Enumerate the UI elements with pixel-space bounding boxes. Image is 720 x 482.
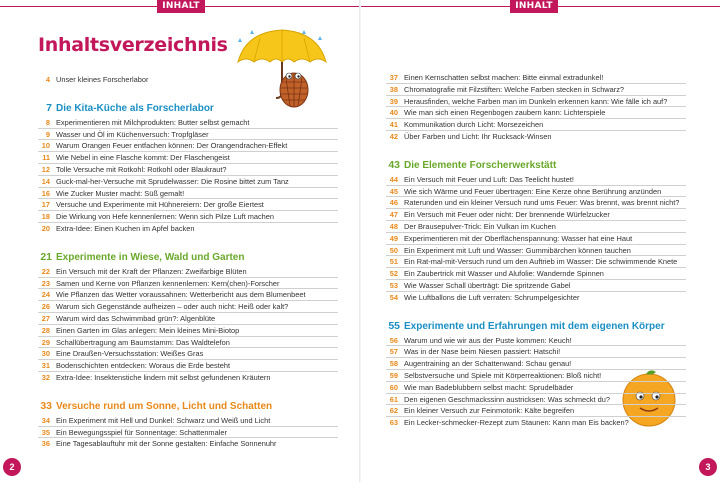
entry-title: Guck-mal-her-Versuche mit Sprudelwasser: Die Rosine bittet zum Tanz <box>56 176 289 186</box>
entry-page-number: 47 <box>389 210 398 220</box>
toc-entry <box>38 415 338 427</box>
entry-title: Warum Orangen Feuer entfachen können: Der Orangendrachen-Effekt <box>56 141 288 151</box>
entry-page-number: 18 <box>41 212 50 222</box>
entry-title: Extra-Idee: Insektenstiche lindern mit selbst gefundenen Kräutern <box>56 372 271 382</box>
entry-title: Ein Lecker-schmecker-Rezept zum Staunen: Kann man Eis backen? <box>404 418 629 428</box>
entry-page-number: 4 <box>45 75 50 84</box>
entry-page-number: 46 <box>389 198 398 208</box>
entry-page-number: 52 <box>389 269 398 279</box>
entry-title: Versuche und Experimente mit Hühnereiern: Der große Eiertest <box>56 200 264 210</box>
entry-page-number: 12 <box>41 164 50 174</box>
toc-entry <box>38 140 338 152</box>
toc-entry <box>38 372 338 384</box>
toc-entry <box>38 313 338 325</box>
toc-entry <box>38 348 338 360</box>
toc-entry <box>38 289 338 301</box>
header-rule-left-a <box>0 6 157 7</box>
entry-title: Extra-Idee: Einen Kuchen im Apfel backen <box>56 223 195 233</box>
entry-title: Ein Experiment mit Luft und Wasser: Gummibärchen können tauchen <box>404 245 631 255</box>
entry-title: Ein kleiner Versuch zur Feinmotorik: Kälte begreifen <box>404 406 575 416</box>
toc-entry <box>38 325 338 337</box>
entry-page-number: 8 <box>45 117 50 127</box>
section-title: Die Elemente Forscherwerkstätt <box>404 159 557 171</box>
entry-page-number: 10 <box>41 141 50 151</box>
entry-page-number: 58 <box>389 359 398 369</box>
toc-entry <box>386 72 686 84</box>
entry-page-number: 51 <box>389 257 398 267</box>
entry-page-number: 42 <box>389 131 398 141</box>
toc-entry <box>386 131 686 143</box>
entry-page-number: 36 <box>41 439 50 449</box>
entry-page-number: 30 <box>41 349 50 359</box>
toc-entry <box>386 335 686 347</box>
entry-title: Der Brausepulver-Trick: Ein Vulkan im Kuchen <box>404 221 556 231</box>
toc-entry <box>38 337 338 349</box>
toc-section-heading <box>386 318 686 335</box>
entry-title: Wasser und Öl im Küchenversuch: Tropfgläser <box>56 129 209 139</box>
section-page-number: 21 <box>40 250 52 263</box>
toc-entry <box>386 197 686 209</box>
entry-title: Kommunikation durch Licht: Morsezeichen <box>404 120 544 130</box>
toc-entry <box>38 152 338 164</box>
entry-title: Wie man Badeblubbern selbst macht: Sprudelbäder <box>404 382 574 392</box>
entry-title: Wie sich Wärme und Feuer übertragen: Eine Kerze ohne Berührung anzünden <box>404 186 662 196</box>
entry-page-number: 32 <box>41 372 50 382</box>
entry-title: Selbstversuche und Spiele mit Körperreaktionen: Bloß nicht! <box>404 370 602 380</box>
toc-left-column <box>38 74 338 450</box>
entry-page-number: 20 <box>41 223 50 233</box>
toc-entry <box>38 266 338 278</box>
entry-page-number: 59 <box>389 370 398 380</box>
toc-entry <box>38 278 338 290</box>
toc-entry <box>386 209 686 221</box>
entry-title: Über Farben und Licht: Ihr Rucksack-Winsen <box>404 131 552 141</box>
entry-title: Ein Bewegungsspiel für Sonnentage: Schattenmaler <box>56 427 227 437</box>
entry-page-number: 41 <box>389 120 398 130</box>
entry-page-number: 63 <box>389 418 398 428</box>
toc-entry <box>386 84 686 96</box>
entry-title: Ein Zaubertrick mit Wasser und Alufolie: Wandernde Spinnen <box>404 269 604 279</box>
page-title: Inhaltsverzeichnis <box>38 34 228 56</box>
entry-page-number: 44 <box>389 174 398 184</box>
toc-entry <box>38 427 338 439</box>
toc-section-heading <box>38 100 338 117</box>
toc-entry <box>38 438 338 450</box>
entry-page-number: 62 <box>389 406 398 416</box>
toc-right-column <box>386 72 686 429</box>
header-rule-left-b <box>205 6 359 7</box>
entry-title: Wie man sich einen Regenbogen zaubern kann: Lichterspiele <box>404 108 606 118</box>
entry-title: Schallübertragung am Baumstamm: Das Waldtelefon <box>56 337 230 347</box>
toc-section-heading <box>38 398 338 415</box>
entry-page-number: 61 <box>389 394 398 404</box>
entry-page-number: 11 <box>42 153 50 163</box>
entry-page-number: 35 <box>41 427 50 437</box>
header-tab-left: INHALT <box>157 0 205 13</box>
entry-page-number: 16 <box>41 188 50 198</box>
entry-title: Einen Garten im Glas anlegen: Mein kleines Mini-Biotop <box>56 325 240 335</box>
toc-entry <box>386 417 686 429</box>
toc-entry <box>38 176 338 188</box>
toc-entry <box>386 221 686 233</box>
section-title: Versuche rund um Sonne, Licht und Schatten <box>56 400 273 412</box>
entry-title: Was in der Nase beim Niesen passiert: Hatschi! <box>404 347 561 357</box>
toc-entry <box>386 405 686 417</box>
toc-entry <box>386 280 686 292</box>
entry-title: Warum sich Gegenstände aufheizen – oder auch nicht: Heiß oder kalt? <box>56 302 289 312</box>
entry-page-number: 53 <box>389 280 398 290</box>
toc-entry <box>386 256 686 268</box>
toc-entry <box>38 117 338 129</box>
toc-entry <box>386 346 686 358</box>
section-page-number: 43 <box>388 158 400 171</box>
entry-title: Experimentieren mit Milchprodukten: Butter selbst gemacht <box>56 117 250 127</box>
entry-title: Wie Zucker Muster macht: Süß gemalt! <box>56 188 185 198</box>
entry-title: Warum und wie wir aus der Puste kommen: Keuch! <box>404 335 572 345</box>
toc-entry <box>38 164 338 176</box>
toc-entry <box>38 129 338 141</box>
entry-page-number: 17 <box>41 200 50 210</box>
entry-page-number: 26 <box>41 302 50 312</box>
toc-entry <box>38 211 338 223</box>
section-page-number: 55 <box>388 319 400 332</box>
section-title: Experimente und Erfahrungen mit dem eigenen Körper <box>404 320 665 332</box>
entry-title: Raterunden und ein kleiner Versuch rund ums Feuer: Was brennt, was brennt nicht? <box>404 198 680 208</box>
entry-page-number: 50 <box>389 245 398 255</box>
entry-title: Augentraining an der Schattenwand: Schau genau! <box>404 359 572 369</box>
entry-page-number: 37 <box>389 73 398 82</box>
entry-title: Ein Versuch mit der Kraft der Pflanzen: Zweifarbige Blüten <box>56 266 247 276</box>
toc-entry <box>38 199 338 211</box>
toc-entry <box>386 370 686 382</box>
toc-entry <box>38 301 338 313</box>
entry-title: Unser kleines Forscherlabor <box>56 75 149 84</box>
entry-page-number: 9 <box>45 129 50 139</box>
entry-page-number: 60 <box>389 382 398 392</box>
entry-page-number: 39 <box>389 96 398 106</box>
toc-entry <box>386 394 686 406</box>
page-number-left: 2 <box>3 458 21 476</box>
book-gutter <box>359 0 361 482</box>
entry-title: Ein Versuch mit Feuer oder nicht: Der brennende Würfelzucker <box>404 210 610 220</box>
toc-entry <box>386 358 686 370</box>
toc-entry <box>38 223 338 235</box>
toc-entry <box>386 107 686 119</box>
entry-title: Ein Rat-mal-mit-Versuch rund um den Auftrieb im Wasser: Die schwimmende Knete <box>404 257 678 267</box>
page-number-right: 3 <box>699 458 717 476</box>
header-rule-right-b <box>558 6 720 7</box>
entry-page-number: 31 <box>41 361 50 371</box>
entry-title: Wie Nebel in eine Flasche kommt: Der Flaschengeist <box>56 153 230 163</box>
entry-title: Warum wird das Schwimmbad grün?: Algenblüte <box>56 313 216 323</box>
entry-title: Wie Luftballons die Luft verraten: Schrumpelgesichter <box>404 292 580 302</box>
entry-title: Den eigenen Geschmackssinn austricksen: Was schmeckt du? <box>404 394 610 404</box>
entry-page-number: 27 <box>41 313 50 323</box>
toc-entry <box>386 119 686 131</box>
entry-page-number: 29 <box>41 337 50 347</box>
entry-page-number: 22 <box>41 266 50 276</box>
toc-entry <box>386 268 686 280</box>
entry-title: Eine Tagesablauftuhr mit der Sonne gestalten: Einfache Sonnenuhr <box>56 439 277 449</box>
entry-title: Experimentieren mit der Oberflächenspannung: Wasser hat eine Haut <box>404 233 633 243</box>
toc-entry <box>386 233 686 245</box>
entry-page-number: 23 <box>41 278 50 288</box>
section-title: Experimente in Wiese, Wald und Garten <box>56 251 245 263</box>
toc-entry <box>386 292 686 304</box>
toc-entry <box>386 174 686 186</box>
entry-page-number: 14 <box>41 176 50 186</box>
entry-title: Einen Kernschatten selbst machen: Bitte einmal extradunkel! <box>404 73 604 82</box>
entry-title: Chromatografie mit Filzstiften: Welche Farben stecken in Schwarz? <box>404 84 625 94</box>
toc-entry <box>386 382 686 394</box>
header-rule-right-a <box>361 6 510 7</box>
entry-title: Tolle Versuche mit Rotkohl: Rotkohl oder Blaukraut? <box>56 164 227 174</box>
entry-page-number: 38 <box>389 84 398 94</box>
section-page-number: 7 <box>46 101 52 114</box>
entry-page-number: 24 <box>41 290 50 300</box>
section-page-number: 33 <box>40 399 52 412</box>
toc-section-heading <box>386 157 686 174</box>
entry-page-number: 28 <box>41 325 50 335</box>
entry-page-number: 49 <box>389 233 398 243</box>
entry-page-number: 40 <box>389 108 398 118</box>
toc-section-heading <box>38 249 338 266</box>
entry-page-number: 54 <box>389 292 398 302</box>
entry-page-number: 34 <box>41 415 50 425</box>
entry-title: Ein Experiment mit Hell und Dunkel: Schwarz und Weiß und Licht <box>56 415 271 425</box>
toc-entry <box>38 74 338 86</box>
section-title: Die Kita-Küche als Forscherlabor <box>56 102 214 114</box>
toc-entry <box>386 96 686 108</box>
entry-page-number: 45 <box>389 186 398 196</box>
entry-page-number: 48 <box>389 221 398 231</box>
entry-title: Samen und Kerne von Pflanzen kennenlernen: Kern(chen)-Forscher <box>56 278 280 288</box>
entry-title: Wie Wasser Schall überträgt: Die spritzende Gabel <box>404 280 571 290</box>
toc-entry <box>386 245 686 257</box>
entry-page-number: 57 <box>389 347 398 357</box>
toc-entry <box>386 186 686 198</box>
entry-page-number: 56 <box>389 335 398 345</box>
header-tab-right: INHALT <box>510 0 558 13</box>
entry-title: Eine Draußen-Versuchsstation: Weißes Gras <box>56 349 204 359</box>
toc-entry <box>38 188 338 200</box>
entry-title: Wie Pflanzen das Wetter voraussahnen: Wetterbericht aus dem Blumenbeet <box>56 290 306 300</box>
entry-title: Die Wirkung von Hefe kennenlernen: Wenn sich Pilze Luft machen <box>56 212 275 222</box>
entry-title: Bodenschichten entdecken: Woraus die Erde besteht <box>56 361 231 371</box>
entry-title: Herausfinden, welche Farben man im Dunkeln erkennen kann: Wie fälle ich auf? <box>404 96 668 106</box>
toc-entry <box>38 360 338 372</box>
entry-title: Ein Versuch mit Feuer und Luft: Das Teelicht hustet! <box>404 174 574 184</box>
